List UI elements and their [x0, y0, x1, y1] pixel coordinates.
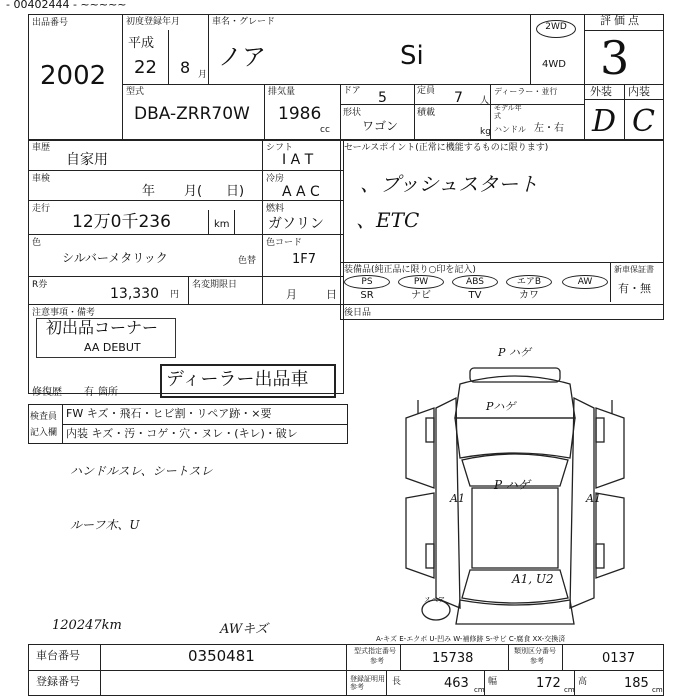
width: 172: [536, 676, 561, 691]
height-unit: cm: [652, 686, 663, 694]
length: 463: [444, 676, 469, 691]
recycle-unit: 円: [170, 290, 180, 300]
ac-label: 冷房: [266, 174, 285, 184]
handle-label: ハンドル: [494, 125, 526, 134]
body-shape-label: 形状: [343, 108, 362, 118]
drive-4wd: 4WD: [542, 59, 566, 70]
class-number: 0137: [602, 651, 636, 666]
top-partial-text: - 00402444 - ~~~~~: [6, 0, 127, 11]
first-listing-stamp-line2: AA DEBUT: [84, 341, 141, 354]
capacity-label: 定員: [417, 86, 436, 96]
capacity: 7: [454, 90, 463, 106]
sales-point-2: 、ETC: [356, 208, 420, 232]
width-unit: cm: [564, 686, 575, 694]
displacement-unit: cc: [320, 125, 330, 135]
car-grade: Si: [400, 41, 424, 71]
first-reg-month-unit: 月: [198, 70, 208, 80]
color-code-label: 色コード: [266, 238, 303, 248]
handwriting-line2: ルーフ木、U: [70, 518, 140, 532]
equipment-item: AW: [562, 275, 608, 289]
load-label: 積載: [417, 108, 436, 118]
equipment-item: PW: [398, 275, 444, 289]
name-change-month: 月: [286, 288, 297, 301]
interior-label: 内装: [628, 85, 650, 98]
inspection-label: 車検: [32, 174, 51, 184]
handwriting-line1: ハンドルスレ、シートスレ: [70, 464, 213, 478]
diagram-note-roof: P ハゲ: [494, 478, 530, 492]
diagram-note-top: P ハゲ: [498, 346, 531, 359]
diagram-note-left: A1: [450, 492, 465, 505]
repair-place: 箇所: [98, 387, 118, 398]
new-car-warranty-value: 有・無: [618, 282, 651, 295]
inspection-day: 日): [226, 184, 245, 199]
name-change-day: 日: [326, 288, 337, 301]
car-damage-diagram: [400, 348, 660, 638]
recycle-fee: 13,330: [110, 286, 159, 302]
exterior-label: 外装: [590, 85, 612, 98]
equipment-item: ABS: [452, 275, 498, 289]
inspector-label-2: 記入欄: [30, 428, 58, 438]
dealer-stamp-text: ディーラー出品車: [166, 369, 309, 390]
load-unit: kg: [480, 127, 491, 137]
drive-2wd: 2WD: [545, 22, 567, 32]
first-reg-year: 22: [134, 57, 157, 78]
model-code: DBA-ZRR70W: [134, 104, 250, 124]
color-label: 色: [32, 238, 42, 248]
color: シルバーメタリック: [62, 251, 168, 265]
grade-label: 評価点: [600, 14, 642, 27]
height: 185: [624, 676, 649, 691]
grade-value: 3: [600, 31, 630, 85]
equipment-item: カワ: [519, 290, 539, 301]
color-code: 1F7: [292, 252, 317, 267]
car-model: ノア: [218, 43, 266, 71]
type-cert-label: 型式指定番号: [354, 647, 396, 655]
mileage: 12万0千236: [72, 212, 171, 232]
handwriting-line3: 120247km: [52, 618, 122, 633]
ac: A A C: [282, 184, 320, 200]
inspection-month: 月(: [184, 184, 203, 199]
sales-point-1: 、プッシュスタート: [360, 172, 539, 196]
interior-value: C: [632, 104, 655, 139]
equipment-item: エアB: [506, 275, 552, 289]
repaint-label: 色替: [238, 256, 257, 266]
first-listing-stamp-line1: 初出品コーナー: [46, 318, 159, 337]
drive-2wd-circle: [536, 20, 576, 38]
equipment-label: 装備品(純正品に限り○印を記入): [344, 265, 476, 275]
class-no-sublabel: 参考: [530, 657, 544, 665]
name-change-label: 名変期限日: [192, 280, 238, 290]
inspector-row-2: 内装 キズ・汚・コゲ・穴・ヌレ・(キレ)・破レ: [66, 427, 298, 440]
inspector-label-1: 検査員: [30, 412, 58, 422]
handwriting-line4: AWキズ: [220, 622, 268, 637]
usage: 自家用: [66, 152, 108, 168]
diagram-note-rear: A1, U2: [512, 572, 554, 586]
recycle-label: R券: [32, 280, 48, 290]
height-label: 高: [578, 677, 588, 687]
displacement-label: 排気量: [268, 87, 296, 97]
sales-point-label: セールスポイント(正常に機能するものに限ります): [344, 143, 549, 153]
mileage-unit: km: [214, 219, 230, 230]
inspector-row-1: FW キズ・飛石・ヒビ割・リペア跡・×要: [66, 407, 272, 420]
lot-number: 2002: [40, 61, 107, 91]
inspection-year: 年: [142, 184, 156, 199]
exterior-value: D: [592, 104, 617, 139]
equipment-item: SR: [360, 290, 374, 301]
fuel: ガソリン: [268, 216, 324, 232]
notes-label: 注意事項・備考: [32, 308, 96, 318]
diagram-note-right: A1: [586, 492, 601, 505]
shift-label: シフト: [266, 143, 294, 153]
damage-legend: A-キズ E-エクボ U-凹み W-補修跡 S-サビ C-腐食 XX-交換済: [376, 635, 566, 643]
car-name-label: 車名・グレード: [212, 17, 276, 27]
shift: I A T: [282, 152, 314, 168]
first-reg-label: 初度登録年月: [126, 17, 181, 27]
model-year-label: モデル年式: [494, 104, 522, 120]
chassis-number: 0350481: [188, 647, 255, 665]
usage-label: 車歴: [32, 143, 51, 153]
length-unit: cm: [474, 686, 485, 694]
body-shape: ワゴン: [362, 119, 399, 133]
repair-value: 有: [84, 387, 94, 398]
capacity-unit: 人: [480, 96, 490, 106]
doors-label: ドア: [343, 86, 361, 96]
type-cert-number: 15738: [432, 651, 474, 666]
repair-label: 修復歴: [32, 387, 62, 398]
doors: 5: [378, 90, 387, 106]
handle-value: 左・右: [534, 123, 564, 134]
type-cert-sublabel: 参考: [370, 657, 384, 665]
spare-label: スペア: [424, 596, 445, 604]
displacement: 1986: [278, 104, 322, 124]
reg-cert-label: 登録証明用参考: [350, 675, 385, 691]
length-label: 長: [392, 677, 402, 687]
fuel-label: 燃料: [266, 204, 285, 214]
equipment-item: ナビ: [411, 290, 431, 301]
dealer-label: ディーラー・並行: [494, 87, 558, 96]
chassis-label: 車台番号: [36, 649, 80, 662]
equipment-item: PS: [344, 275, 390, 289]
lot-label: 出品番号: [32, 18, 69, 28]
width-label: 幅: [488, 677, 498, 687]
equipment-item: TV: [468, 290, 482, 301]
new-car-warranty-label: 新車保証書: [614, 265, 654, 274]
mileage-label: 走行: [32, 204, 51, 214]
registration-label: 登録番号: [36, 675, 80, 688]
model-code-label: 型式: [126, 87, 145, 97]
first-reg-month: 8: [180, 58, 191, 77]
rear-item-label: 後日品: [344, 308, 372, 318]
first-reg-era: 平成: [128, 36, 155, 51]
diagram-note-hood: Pハゲ: [486, 400, 516, 413]
class-no-label: 類別区分番号: [514, 647, 556, 655]
